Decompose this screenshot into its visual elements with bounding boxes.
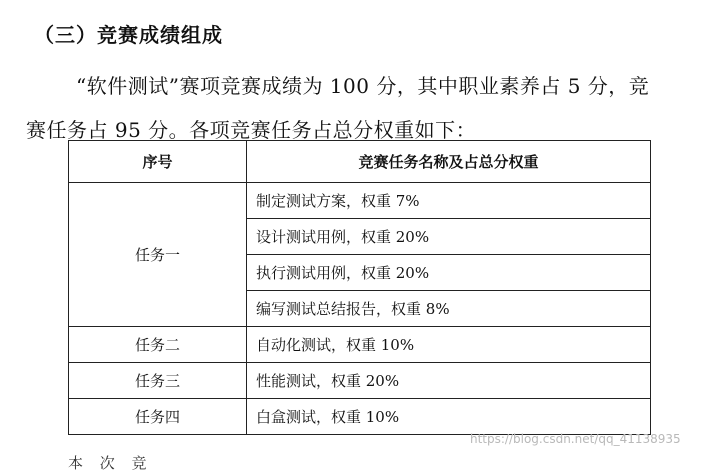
intro-paragraph — [26, 64, 696, 152]
table-row — [69, 183, 651, 219]
table-row — [69, 327, 651, 363]
task-name-cell: 任务四 — [69, 399, 247, 435]
header-index: 序号 — [69, 141, 247, 183]
task-item-cell: 白盒测试，权重 10% — [247, 399, 651, 435]
table-row — [69, 363, 651, 399]
blog-watermark: https://blog.csdn.net/qq_41138935 — [470, 432, 681, 446]
task-item-cell: 自动化测试，权重 10% — [247, 327, 651, 363]
table-header-row — [69, 141, 651, 183]
task-name-cell: 任务三 — [69, 363, 247, 399]
intro-line-2: 赛任务占 95 分。各项竞赛任务占总分权重如下： — [26, 118, 477, 142]
cut-off-next-line: 本 次 竞 — [68, 454, 153, 472]
task-item-cell: 编写测试总结报告，权重 8% — [247, 291, 651, 327]
table-row — [69, 399, 651, 435]
task-name-cell: 任务二 — [69, 327, 247, 363]
section-heading: （三）竞赛成绩组成 — [34, 23, 223, 47]
task-name-cell: 任务一 — [69, 183, 247, 327]
task-item-cell: 执行测试用例，权重 20% — [247, 255, 651, 291]
header-task-weight: 竞赛任务名称及占总分权重 — [247, 141, 651, 183]
task-item-cell: 设计测试用例，权重 20% — [247, 219, 651, 255]
score-weight-table — [68, 140, 651, 435]
task-item-cell: 性能测试，权重 20% — [247, 363, 651, 399]
intro-line-1: “软件测试”赛项竞赛成绩为 100 分，其中职业素养占 5 分，竞 — [76, 74, 650, 98]
task-item-cell: 制定测试方案，权重 7% — [247, 183, 651, 219]
